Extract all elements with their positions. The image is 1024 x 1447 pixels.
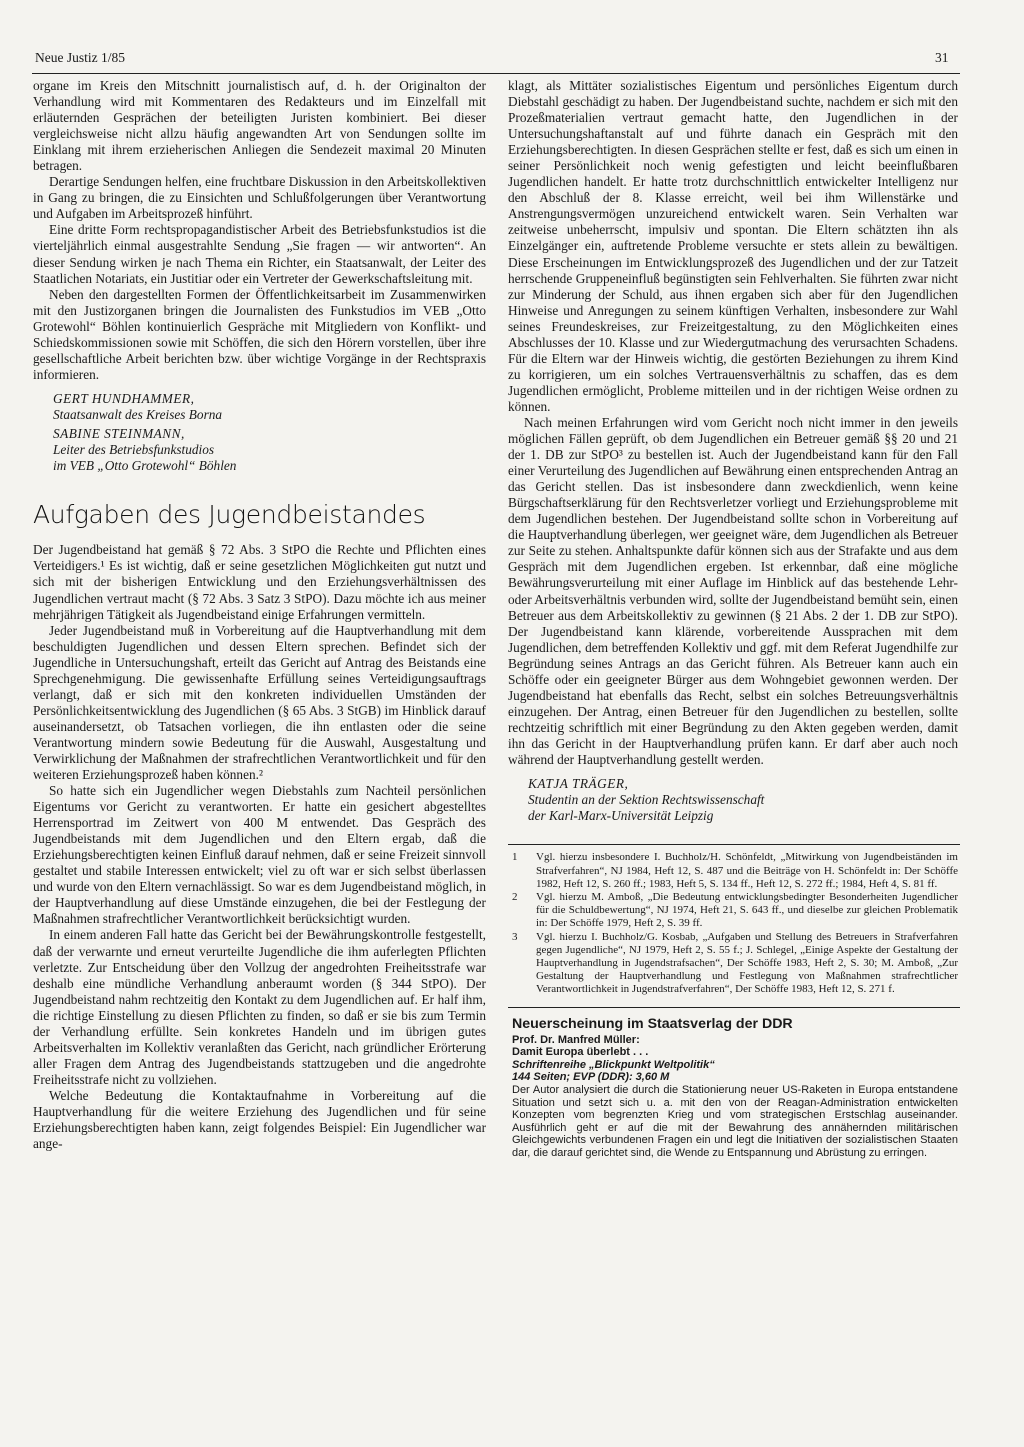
article-paragraph: organe im Kreis den Mitschnitt journalistisch auf, d. h. der Originalton der Verhandlung wird mit Kommentaren des Redakteurs und im Einzelfall mit erläuternden Gesprächen der beteiligten Juristen kombiniert. Bei dieser vergleichsweise nicht allzu häufig angewandten Art von Sendungen sollte im Einklang mit ihrem erzieherischen Anliegen die Sendezeit maximal 20 Minuten betragen.: [33, 78, 486, 174]
right-column: [508, 78, 958, 1159]
author-role: Leiter des Betriebsfunkstudios: [53, 442, 215, 458]
page-number: 31: [935, 50, 949, 65]
notice-author: Prof. Dr. Manfred Müller:: [512, 1033, 640, 1046]
footnote: [508, 931, 958, 997]
author-role: der Karl-Marx-Universität Leipzig: [528, 808, 714, 824]
notice-title: Neuerscheinung im Staatsverlag der DDR: [512, 1015, 793, 1032]
footnote-number: 1: [512, 851, 518, 864]
article-paragraph: Jeder Jugendbeistand muß in Vorbereitung auf die Hauptverhandlung mit dem beschuldigten Jugendlichen und dessen Eltern sprechen. Befindet sich der Jugendliche in Untersuchungshaft, erteilt das Gericht auf Antrag des Beistands eine Sprechgenehmigung. Die gewissenhafte Erfüllung seines Verteidigungsauftrags verlangt, daß er sich mit den konkreten individuellen Umständen der Persönlichkeitsentwicklung des Jugendlichen (§ 65 Abs. 3 StGB) im Hinblick darauf auseinandersetzt, ob Tatsachen vorliegen, die ihn entlasten oder die seine Verantwortung mindern sowie Bedeutung für die Auswahl, Ausgestaltung und Verwirklichung der Maßnahmen der strafrechtlichen Verantwortlichkeit und für den weiteren Erziehungsprozeß haben können.²: [33, 622, 486, 783]
footnote-text: Vgl. hierzu I. Buchholz/G. Kosbab, „Aufgaben und Stellung des Betreuers in Strafverfahren gegen Jugendliche“, NJ 1979, Heft 2, S. 55 f.; J. Schlegel, „Einige Aspekte der Gestaltung der Hauptverhandlung in Jugendstrafsachen“, Der Schöffe 1983, Heft 2, S. 30; M. Amboß, „Zur Gestaltung der Hauptverhandlung und Festlegung von Maßnahmen strafrechtlicher Verantwortlichkeit in Jugendstrafverfahren“, Der Schöffe 1983, Heft 12, S. 271 f.: [536, 930, 958, 996]
footnote: [508, 891, 958, 931]
publisher-notice: [508, 1016, 958, 1160]
footnote-number: 3: [512, 930, 518, 943]
author-name: GERT HUNDHAMMER,: [53, 390, 195, 406]
section-heading: Aufgaben des Jugendbeistandes: [33, 500, 426, 530]
notice-description: Der Autor analysiert die durch die Stationierung neuer US-Raketen in Europa entstandene Situation und setzt sich u. a. mit den von der Reagan-Administration entwickelten Konzepten vom begrenzten Krieg und vom strategischen Erstschlag auseinander. Ausführlich geht er auf die mit der Bewahrung des annähernden militärischen Gleichgewichts verbundenen Fragen ein und legt die Initiativen der sozialistischen Staaten dar, die darauf gerichtet sind, die Wende zu Entspannung und Abrüstung zu erringen.: [512, 1083, 958, 1159]
notice-rule: [508, 1007, 960, 1008]
notice-series: Schriftenreihe „Blickpunkt Weltpolitik“: [512, 1058, 715, 1071]
article-paragraph: klagt, als Mittäter sozialistisches Eigentum und persönliches Eigentum durch Diebstahl geschädigt zu haben. Der Jugendbeistand suchte, nachdem er sich mit den Prozeßmaterialien vertraut gemacht hatte, den Jugendlichen in der Untersuchungshaftanstalt auf und führte danach ein Gespräch mit den Erziehungsberechtigten. In diesen Gesprächen stellte er fest, daß es sich um einen in seiner Persönlichkeit noch wenig gefestigten und leicht beeinflußbaren Jugendlichen handelt. Er hatte trotz durchschnittlich entwickelter Intelligenz nur den Abschluß der 8. Klasse erreicht, weil bei ihm Willenstärke und Anstrengungsvermögen unzureichend entwickelt waren. Sein Verhalten war zeitweise unbeherrscht, impulsiv und spontan. Die Eltern schätzten ihn als Einzelgänger ein, auftretende Probleme versuchte er stets allein zu bewältigen. Diese Erscheinungen im Entwicklungsprozeß des Jugendlichen und der zur Tatzeit herrschende Gruppeneinfluß begünstigten sein Fehlverhalten. Sie führten zwar nicht zur Minderung der Schuld, aus ihnen ergaben sich aber für den Jugendlichen Hinweise und Anregungen zu seinem künftigen Verhalten, insbesondere zur Wahl seines Freundeskreises, zur Freizeitgestaltung, zu den Möglichkeiten eines Abschlusses der 10. Klasse und zur Wiedergutmachung des verursachten Schadens. Für die Eltern war der Hinweis wichtig, die gestörten Beziehungen zu ihrem Kind zu korrigieren, um ein solches Vertrauensverhältnis zu schaffen, das es dem Jugendlichen ermöglicht, Probleme mitteilen und in der richtigen Weise ordnen zu können.: [508, 78, 958, 414]
footnote-rule: [508, 844, 960, 845]
article-paragraph: In einem anderen Fall hatte das Gericht bei der Bewährungskontrolle festgestellt, daß der verwarnte und erneut verurteilte Jugendliche die ihm auferlegten Pflichten verletzte. Zur Entscheidung über den Vollzug der angedrohten Freiheitsstrafe war deshalb eine mündliche Verhandlung anberaumt worden (§ 344 StPO). Der Jugendbeistand nahm rechtzeitig den Kontakt zu dem Jugendlichen auf. Er half ihm, die richtige Einstellung zu diesen Pflichten zu finden, so daß er sie bis zum Termin der Verhandlung erfüllte. Sein konkretes Handeln und im übrigen gutes Arbeitsverhalten im Kollektiv veranlaßten das Gericht, nach gründlicher Erörterung aller Fragen dem Antrag des Jugendbeistands stattzugeben und die angedrohte Freiheitsstrafe nicht zu vollziehen.: [33, 927, 486, 1087]
article-paragraph: So hatte sich ein Jugendlicher wegen Diebstahls zum Nachteil persönlichen Eigentums vor Gericht zu verantworten. Er hatte ein gesichert abgestelltes Herrensportrad im Zeitwert von 400 M entwendet. Das Gespräch des Jugendbeistands mit dem Jugendlichen und den Eltern ergab, daß die Erziehungsberechtigten keinen Einfluß darauf nehmen, daß er seine Freizeit sinnvoll gestaltet und stabile Interessen entwickelt; viel zu oft war er sich selbst überlassen und wurde von den Eltern vernachlässigt. So war es dem Jugendbeistand möglich, in der Hauptverhandlung auf diese Umstände einzugehen, die bei der Festlegung der Maßnahmen strafrechtlicher Verantwortlichkeit berücksichtigt wurden.: [33, 783, 486, 927]
author-role: Studentin an der Sektion Rechtswissenschaft: [528, 792, 765, 808]
author-signature: [508, 776, 958, 824]
footnote-number: 2: [512, 890, 518, 903]
running-title: Neue Justiz 1/85: [35, 50, 125, 65]
author-role: Staatsanwalt des Kreises Borna: [53, 406, 223, 422]
footnotes: [508, 851, 958, 996]
article-paragraph: Derartige Sendungen helfen, eine fruchtbare Diskussion in den Arbeitskollektiven in Gang zu bringen, die zu Einsichten und Schlußfolgerungen über Verantwortung und Aufgaben im Arbeitsprozeß hinführt.: [33, 174, 486, 222]
author-signature: [33, 426, 486, 474]
article-paragraph: Der Jugendbeistand hat gemäß § 72 Abs. 3 StPO die Rechte und Pflichten eines Verteidigers.¹ Es ist wichtig, daß er seine gesetzlichen Möglichkeiten gut nutzt und sich mit der bisherigen Entwicklung und den Erziehungsverhältnissen des Jugendlichen vertraut macht (§ 72 Abs. 3 Satz 3 StPO). Dazu möchte ich aus meiner mehrjährigen Tätigkeit als Jugendbeistand einige Erfahrungen vermitteln.: [33, 542, 486, 622]
footnote: [508, 851, 958, 891]
footnote-text: Vgl. hierzu M. Amboß, „Die Bedeutung entwicklungsbedingter Besonderheiten Jugendlicher für die Schuldbewertung“, NJ 1974, Heft 21, S. 643 ff., und dieselbe zur gleichen Problematik in: Der Schöffe 1979, Heft 2, S. 39 ff.: [536, 890, 958, 930]
header-rule: [32, 73, 960, 74]
notice-book-title: Damit Europa überlebt . . .: [512, 1046, 649, 1059]
author-role: im VEB „Otto Grotewohl“ Böhlen: [53, 458, 237, 474]
notice-details: 144 Seiten; EVP (DDR): 3,60 M: [512, 1071, 670, 1084]
author-name: KATJA TRÄGER,: [528, 776, 629, 792]
article-paragraph: Eine dritte Form rechtspropagandistischer Arbeit des Betriebsfunkstudios ist die vierteljährlich einmal ausgestrahlte Sendung „Sie fragen — wir antworten“. An dieser Sendung wirken je nach Thema ein Richter, ein Staatsanwalt, der Leiter des Staatlichen Notariats, ein Justitiar oder ein Vertreter der Gewerkschaftsleitung mit.: [33, 222, 486, 286]
article-paragraph: Neben den dargestellten Formen der Öffentlichkeitsarbeit im Zusammenwirken mit den Justizorganen bringen die Journalisten des Funkstudios im VEB „Otto Grotewohl“ Böhlen kontinuierlich Gespräche mit Mitgliedern von Konflikt- und Schiedskommissionen sowie mit Schöffen, die sich den Hörern vorstellen, über ihre gesellschaftliche Arbeit berichten bzw. über wichtige Vorgänge in der Rechtspraxis informieren.: [33, 286, 486, 382]
article-paragraph: Nach meinen Erfahrungen wird vom Gericht noch nicht immer in den jeweils möglichen Fällen geprüft, ob dem Jugendlichen ein Betreuer gemäß §§ 20 und 21 der 1. DB zur StPO³ zu bestellen ist. Auch der Jugendbeistand kann für den Fall einer Verurteilung des Jugendlichen auf Bewährung einen entsprechenden Antrag an das Gericht stellen. Das ist insbesondere dann zweckdienlich, wenn keine Bürgschaftserklärung für den Rechtsverletzer vorliegt und Erziehungsprobleme mit dem Jugendlichen bestehen. Der Jugendbeistand sollte schon in Vorbereitung auf die Hauptverhandlung überlegen, wer geeignet wäre, dem Jugendlichen als Betreuer zur Seite zu stehen. Anhaltspunkte dafür können sich aus der Strafakte und aus dem Gespräch mit dem Jugendlichen ergeben. Ist erkennbar, daß eine mögliche Bewährungsverurteilung mit einer Auflage im Hinblick auf das bestehende Lehr- oder Arbeitsverhältnis verbunden wird, sollte der Jugendbeistand bemüht sein, einen Betreuer aus dem Arbeitskollektiv zu gewinnen (§ 21 Abs. 2 der 1. DB zur StPO). Der Jugendbeistand kann klärende, vorbereitende Aussprachen mit dem Jugendlichen, dem betreffenden Kollektiv und ggf. mit dem Referat Jugendhilfe zur Begründung seines Antrags an das Gericht führen. Als Betreuer kann auch ein Schöffe oder ein geeigneter Bürger aus dem Wohngebiet gewonnen werden. Der Jugendbeistand hat ebenfalls das Recht, selbst ein solches Betreuungsverhältnis einzugehen. Der Antrag, einen Betreuer für den Jugendlichen zu bestellen, sollte rechtzeitig schriftlich mit einer Begründung zu den Akten gegeben werden, damit ihn das Gericht in der Hauptverhandlung prüfen kann. Er darf aber auch noch während der Hauptverhandlung gestellt werden.: [508, 414, 958, 767]
author-name: SABINE STEINMANN,: [53, 426, 185, 442]
author-signature: [33, 391, 486, 423]
left-column: [33, 78, 486, 1152]
article-paragraph: Welche Bedeutung die Kontaktaufnahme in Vorbereitung auf die Hauptverhandlung für die weitere Erziehung des Jugendlichen und für seine Erziehungsberechtigten haben kann, zeigt folgendes Beispiel: Ein Jugendlicher war ange-: [33, 1087, 486, 1152]
footnote-text: Vgl. hierzu insbesondere I. Buchholz/H. Schönfeldt, „Mitwirkung von Jugendbeiständen im Strafverfahren“, NJ 1984, Heft 12, S. 487 und die Beiträge von H. Schönfeldt in: Der Schöffe 1982, Heft 12, S. 260 ff.; 1983, Heft 5, S. 134 ff., Heft 12, S. 272 ff.; 1984, Heft 4, S. 81 ff.: [536, 851, 958, 890]
